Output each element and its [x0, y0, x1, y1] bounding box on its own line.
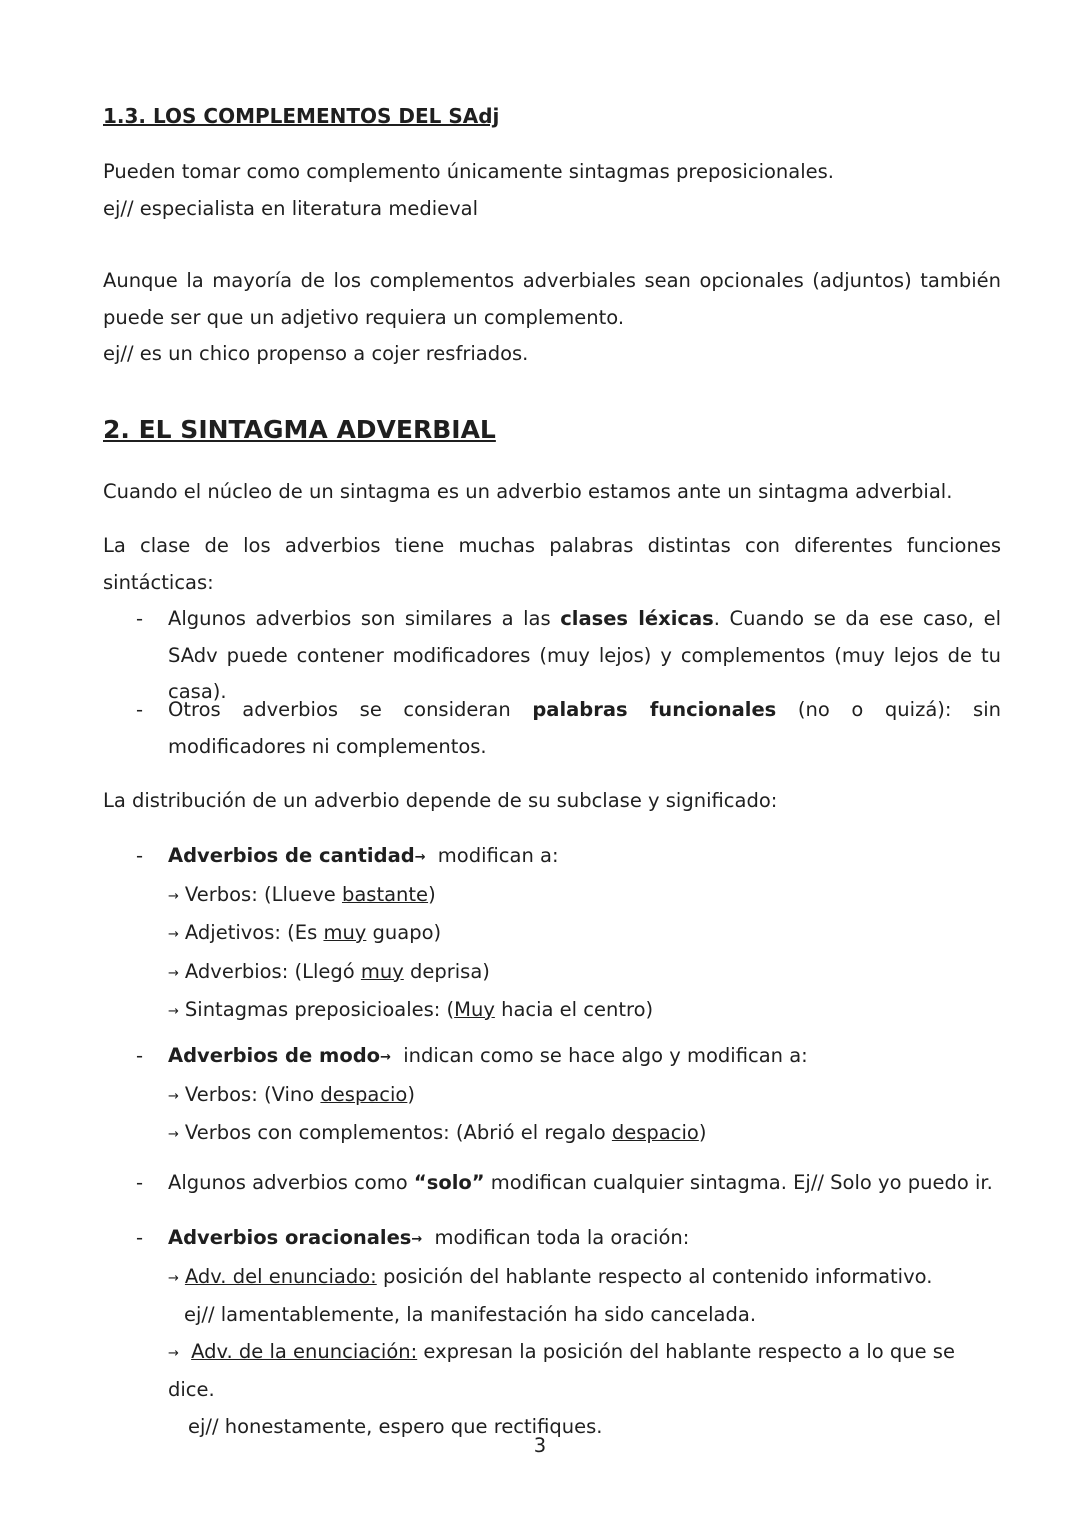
paragraph: Pueden tomar como complemento únicamente sintagmas preposicionales. [103, 160, 834, 183]
text: guapo) [366, 921, 442, 944]
paragraph: La distribución de un adverbio depende de su subclase y significado: [103, 789, 778, 812]
bullet-marker: - [136, 844, 144, 867]
text: posición del hablante respecto al contenido informativo. [376, 1264, 933, 1288]
example: ej// honestamente, espero que rectifiques. [188, 1414, 603, 1438]
text: modifican toda la oración: [428, 1226, 690, 1249]
page-number: 3 [533, 1434, 547, 1457]
list-item [168, 692, 1001, 765]
underlined-word: despacio [611, 1121, 699, 1144]
list-item-solo [168, 1165, 1001, 1202]
arrow-icon: → [411, 1232, 423, 1247]
arrow-icon: → [168, 1345, 179, 1361]
list-item-oracionales [168, 1220, 1001, 1445]
underlined-word: bastante [341, 882, 429, 906]
underlined-word: despacio [320, 1082, 408, 1106]
example: ej// es un chico propenso a cojer resfriados. [103, 342, 529, 365]
text: (no o quizá): sin modificadores ni complementos. [168, 698, 1001, 758]
text: Verbos: (Vino [184, 1082, 321, 1106]
underlined-word: muy [360, 959, 404, 983]
text: ) [428, 882, 436, 906]
arrow-icon: → [168, 888, 179, 904]
text: modifican a: [431, 844, 559, 867]
underlined-word: muy [323, 921, 367, 944]
example: ej// especialista en literatura medieval [103, 197, 479, 220]
arrow-icon: → [168, 1127, 179, 1142]
arrow-icon: → [168, 1004, 179, 1019]
bold-term: “solo” [413, 1171, 485, 1194]
text: ) [698, 1121, 707, 1144]
text: deprisa) [403, 959, 490, 983]
bold-term: palabras funcionales [532, 698, 777, 721]
bullet-marker: - [136, 607, 144, 630]
example: ej// lamentablemente, la manifestación ha sido cancelada. [184, 1303, 757, 1326]
text: Adverbios: (Llegó [184, 959, 361, 983]
text: hacia el centro) [494, 998, 654, 1021]
arrow-icon: → [168, 965, 179, 981]
underlined-term: Adv. de la enunciación: [191, 1339, 418, 1363]
arrow-icon: → [168, 1270, 179, 1286]
paragraph: La clase de los adverbios tiene muchas palabras distintas con diferentes funciones sintácticas: [103, 534, 1001, 594]
bullet-marker: - [136, 1171, 144, 1194]
bold-term: Adverbios de cantidad [168, 844, 415, 867]
text: modifican cualquier sintagma. Ej// Solo yo puedo ir. [484, 1171, 993, 1194]
text: expresan la posición del hablante respecto a lo que se dice. [168, 1339, 955, 1401]
bold-term: Adverbios de modo [168, 1044, 381, 1067]
text: Verbos: (Llueve [184, 882, 342, 906]
bullet-marker: - [136, 1044, 144, 1067]
bullet-marker: - [136, 698, 144, 721]
section-heading-1-3: 1.3. LOS COMPLEMENTOS DEL SAdj [103, 104, 500, 128]
arrow-icon: → [380, 1050, 391, 1065]
paragraph: Aunque la mayoría de los complementos adverbiales sean opcionales (adjuntos) también puede ser que un adjetivo requiera un complemento. [103, 269, 1001, 329]
bold-term: clases léxicas [560, 607, 714, 630]
bold-term: Adverbios oracionales [168, 1226, 412, 1249]
list-item-cantidad [168, 838, 1001, 1031]
arrow-icon: → [168, 1088, 179, 1104]
bullet-marker: - [136, 1226, 144, 1249]
paragraph: Cuando el núcleo de un sintagma es un adverbio estamos ante un sintagma adverbial. [103, 480, 953, 503]
underlined-term: Adv. del enunciado: [184, 1264, 377, 1288]
arrow-icon: → [168, 927, 179, 942]
text: indican como se hace algo y modifican a: [397, 1044, 808, 1067]
underlined-word: Muy [454, 998, 495, 1021]
arrow-icon: → [414, 850, 426, 865]
text: Adjetivos: (Es [184, 921, 324, 944]
text: . Cuando se da ese caso, el SAdv puede contener modificadores (muy lejos) y complementos (muy lejos de tu casa). [168, 607, 1001, 703]
text: Verbos con complementos: (Abrió el regalo [184, 1121, 612, 1144]
list-item-modo [168, 1038, 1001, 1154]
text: Sintagmas preposicioales: ( [184, 998, 455, 1021]
text: Algunos adverbios como [168, 1171, 414, 1194]
section-heading-2: 2. EL SINTAGMA ADVERBIAL [103, 415, 496, 444]
text: Otros adverbios se consideran [168, 698, 533, 721]
text: Algunos adverbios son similares a las [168, 607, 561, 630]
text: ) [407, 1082, 415, 1106]
